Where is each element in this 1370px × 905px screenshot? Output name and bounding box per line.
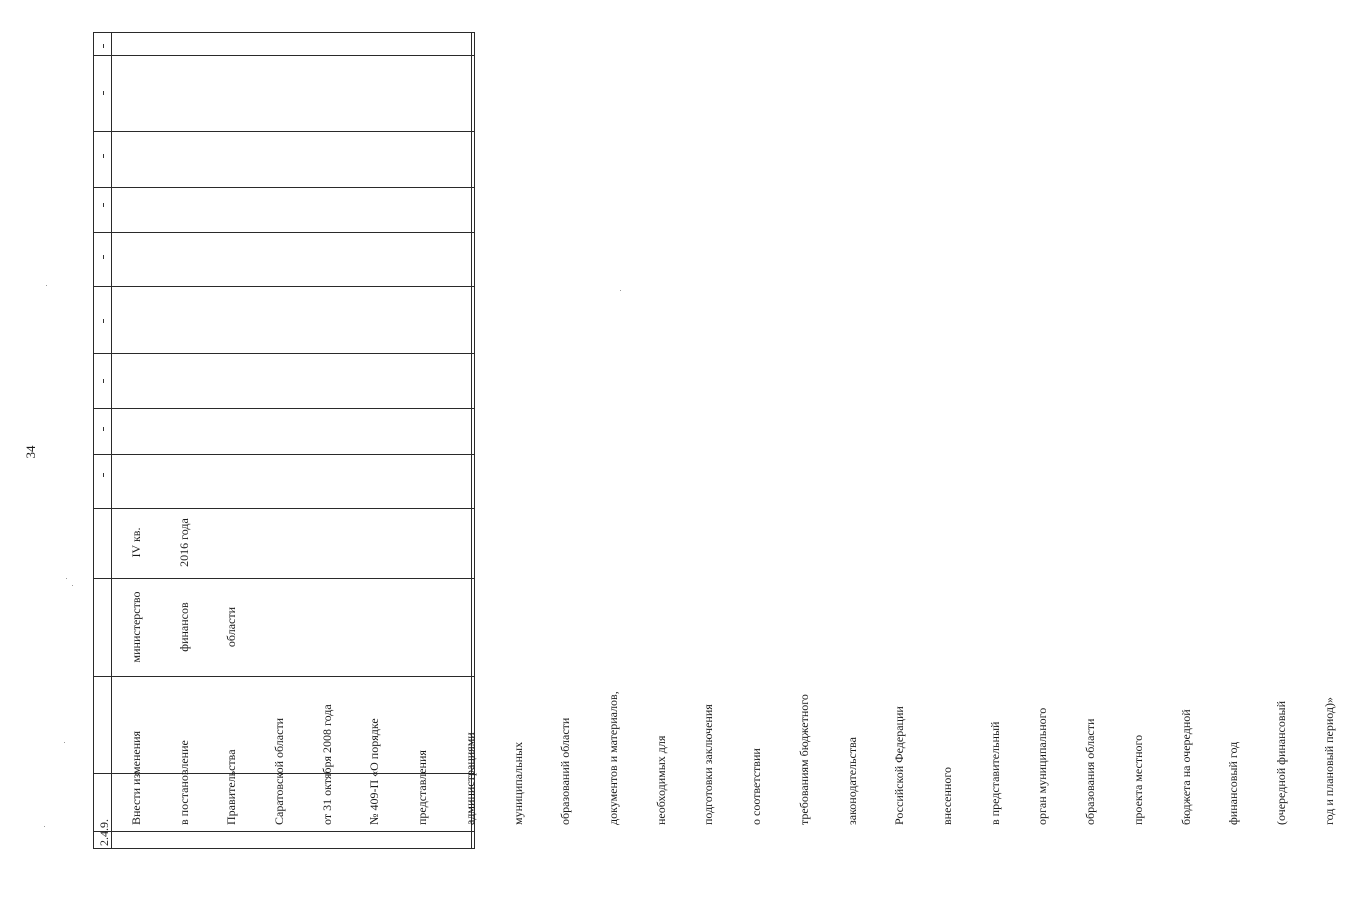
description-line: подготовки заключения [701, 704, 716, 825]
empty-value-dash [103, 427, 104, 431]
empty-value-dash [103, 203, 104, 207]
executor-line: министерство [128, 591, 143, 663]
description-line: Российской Федерации [892, 706, 907, 825]
description-line: администрациями [462, 732, 477, 825]
description-line: Внести изменения [128, 730, 143, 825]
description-line: образования области [1083, 718, 1098, 825]
description-line: законодательства [844, 737, 859, 825]
executor [97, 579, 239, 675]
description-line: орган муниципального [1035, 707, 1050, 825]
row-divider [94, 131, 474, 132]
scan-speck [72, 585, 73, 586]
description-line: необходимых для [653, 735, 668, 825]
description-line: представления [415, 750, 430, 825]
row-divider [94, 55, 474, 56]
description-line: внесенного [940, 767, 955, 825]
deadline-line: 2016 года [176, 518, 191, 567]
scan-speck [64, 742, 65, 743]
deadline-line: IV кв. [128, 527, 143, 558]
empty-value-dash [103, 379, 104, 383]
description-line: финансовый год [1226, 741, 1241, 825]
description-line: бюджета на очередной [1178, 709, 1193, 825]
deadline [97, 508, 191, 577]
description-line: о соответствии [749, 748, 764, 825]
row-number: 2.4.9. [97, 819, 111, 846]
scan-speck [66, 578, 67, 579]
empty-value-dash [103, 255, 104, 259]
table [93, 32, 1336, 849]
description-line: требованиям бюджетного [796, 694, 811, 825]
description-line: в представительный [987, 721, 1002, 825]
description-line: образований области [558, 717, 573, 825]
empty-value-dash [103, 44, 104, 48]
empty-value-dash [103, 473, 104, 477]
row-divider [94, 831, 474, 832]
row-divider [94, 187, 474, 188]
description-line: № 409-П «О порядке [367, 718, 382, 825]
description-line: год и плановый период)» [1321, 696, 1336, 825]
description-line: муниципальных [510, 741, 525, 825]
description-line: от 31 октября 2008 года [319, 704, 334, 825]
description-line: проекта местного [1130, 734, 1145, 825]
empty-value-dash [103, 91, 104, 95]
empty-value-dash [103, 154, 104, 158]
scan-speck [44, 826, 45, 827]
description-line: Правительства [224, 749, 239, 825]
scan-speck [46, 285, 47, 286]
description-line: Саратовской области [271, 717, 286, 825]
page-number: 34 [23, 445, 38, 459]
executor-line: финансов [176, 602, 191, 652]
description-line: документов и материалов, [606, 691, 620, 825]
executor-line: области [224, 606, 239, 648]
description-line: в постановление [176, 740, 191, 825]
empty-value-dash [103, 319, 104, 323]
description-line: (очередной финансовый [1274, 700, 1289, 825]
